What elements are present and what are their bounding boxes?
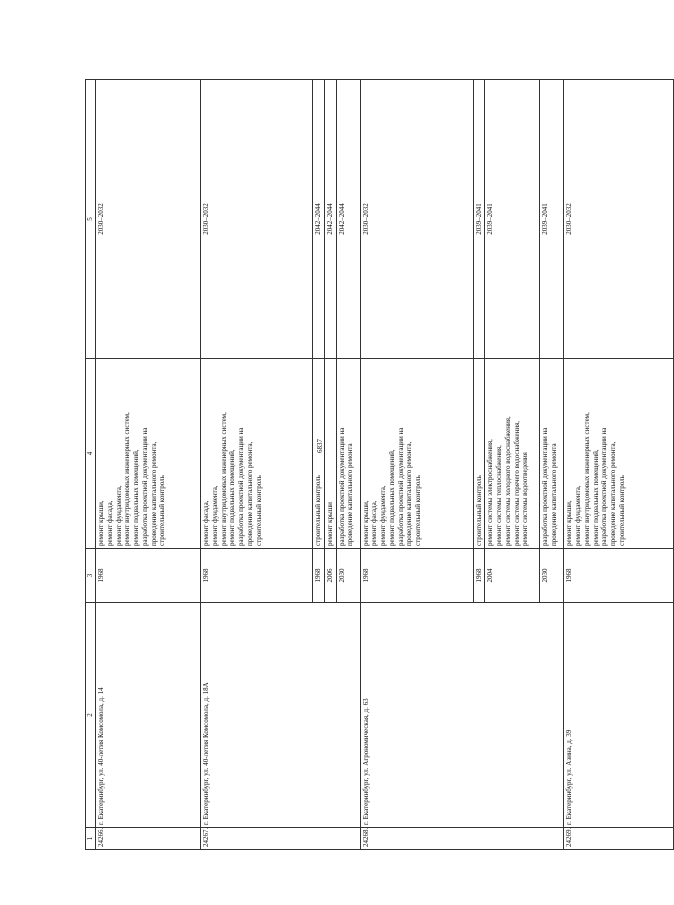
year-cell: 1968	[96, 549, 201, 603]
address-cell: г. Екатеринбург, ул. 40-летия Комсомола, д. 14	[96, 603, 201, 828]
works-cell	[336, 359, 360, 549]
work-item: разработка проектной документации на	[140, 427, 149, 546]
work-item: ремонт внутридомовых инженерных систем,	[123, 412, 132, 546]
work-item: ремонт фундамента,	[379, 485, 387, 546]
column-number-4: 4	[86, 359, 96, 549]
table-row	[564, 80, 674, 850]
works-cell	[485, 359, 540, 549]
rotated-table-container	[85, 80, 626, 850]
year-cell: 1968	[564, 549, 674, 603]
period-cell: 2039–2041	[485, 80, 540, 359]
work-item: ремонт системы электроснабжения,	[486, 439, 495, 546]
year-cell: 2030	[336, 549, 360, 603]
year-cell: 1968	[201, 549, 313, 603]
work-item: ремонт внутридомовых инженерных систем,	[582, 412, 591, 546]
work-item: ремонт фасада,	[202, 500, 210, 546]
work-item: ремонт подвальных помещений,	[387, 449, 396, 546]
work-item: разработка проектной документации на	[396, 427, 405, 546]
year-cell: 2004	[485, 549, 540, 603]
work-item: ремонт крыши,	[565, 500, 574, 546]
table-row	[96, 80, 201, 850]
column-number-3: 3	[86, 549, 96, 603]
period-cell: 2042–2044	[336, 80, 360, 359]
work-item: проведение капитального ремонта,	[405, 441, 414, 546]
row-number-cell: 24268.	[360, 828, 564, 850]
works-cell	[324, 359, 336, 549]
period-cell: 2042–2044	[313, 80, 325, 359]
work-item: ремонт подвальных помещений,	[591, 449, 600, 546]
period-cell: 2030–2032	[201, 80, 313, 359]
year-cell: 2030	[540, 549, 564, 603]
row-number-cell: 24269.	[564, 828, 674, 850]
period-cell: 2039–2041	[473, 80, 485, 359]
year-cell: 1968	[313, 549, 325, 603]
row-number-cell: 24266.	[96, 828, 201, 850]
capital-repair-table	[85, 79, 674, 850]
period-cell: 2042–2044	[324, 80, 336, 359]
row-number-cell: 24267.	[201, 828, 361, 850]
works-cell	[564, 359, 674, 549]
table-frame	[85, 80, 626, 850]
work-item: ремонт фундамента,	[114, 485, 123, 546]
works-cell	[360, 359, 473, 549]
work-item: ремонт системы горячего водоснабжения,	[512, 420, 521, 546]
works-cell	[540, 359, 564, 549]
work-item: проведение капитального ремонта,	[149, 441, 158, 546]
work-item: проведение капитального ремонта,	[245, 441, 254, 546]
work-item: ремонт системы холодного водоснабжения,	[503, 416, 512, 546]
period-cell: 2039–2041	[540, 80, 564, 359]
work-item: ремонт фундамента,	[574, 485, 582, 546]
period-cell: 2030–2032	[564, 80, 674, 359]
works-cell	[313, 359, 325, 549]
address-cell: г. Екатеринбург, ул. 40-летия Комсомола, д. 18А	[201, 603, 361, 828]
column-number-5: 5	[86, 80, 96, 359]
work-item: ремонт подвальных помещений,	[228, 449, 237, 546]
works-cell	[473, 359, 485, 549]
work-item: ремонт системы теплоснабжения,	[495, 445, 503, 546]
column-number-1: 1	[86, 828, 96, 850]
page-number: 6837	[316, 439, 324, 453]
work-item: строительный контроль	[474, 475, 483, 546]
work-item: ремонт подвальных помещений,	[132, 449, 140, 546]
work-item: проведение капитального ремонта,	[609, 441, 617, 546]
work-item: строительный контроль	[617, 475, 626, 546]
table-body	[96, 80, 674, 850]
table-row	[360, 80, 473, 850]
work-item: ремонт фундамента,	[210, 485, 219, 546]
work-item: проведение капитального ремонта	[550, 443, 558, 546]
period-cell: 2030–2032	[360, 80, 473, 359]
work-item: строительный контроль	[414, 475, 422, 546]
work-item: ремонт крыши,	[361, 500, 370, 546]
work-item: ремонт крыши,	[97, 500, 105, 546]
address-cell: г. Екатеринбург, ул. Азина, д. 39	[564, 603, 674, 828]
table-row	[201, 80, 313, 850]
works-cell	[201, 359, 313, 549]
work-item: разработка проектной документации на	[600, 427, 609, 546]
work-item: разработка проектной документации на	[337, 427, 346, 546]
work-item: разработка проектной документации на	[541, 427, 550, 546]
work-item: ремонт системы водоотведения	[521, 452, 530, 546]
work-item: строительный контроль	[158, 475, 167, 546]
work-item: строительный контроль	[254, 475, 263, 546]
year-cell: 1968	[360, 549, 473, 603]
work-item: ремонт фасада,	[105, 500, 114, 546]
work-item: разработка проектной документации на	[237, 427, 245, 546]
work-item: ремонт крыши	[325, 502, 334, 546]
work-item: ремонт фасада,	[370, 500, 379, 546]
work-item: ремонт внутридомовых инженерных систем,	[219, 412, 228, 546]
year-cell: 1968	[473, 549, 485, 603]
column-numbers-row	[86, 80, 96, 850]
year-cell: 2006	[324, 549, 336, 603]
works-cell	[96, 359, 201, 549]
column-number-2: 2	[86, 603, 96, 828]
work-item: проведение капитального ремонта	[346, 443, 355, 546]
work-item: строительный контроль	[314, 475, 322, 546]
period-cell: 2030–2032	[96, 80, 201, 359]
address-cell: г. Екатеринбург, ул. Агрономическая, д. 63	[360, 603, 564, 828]
